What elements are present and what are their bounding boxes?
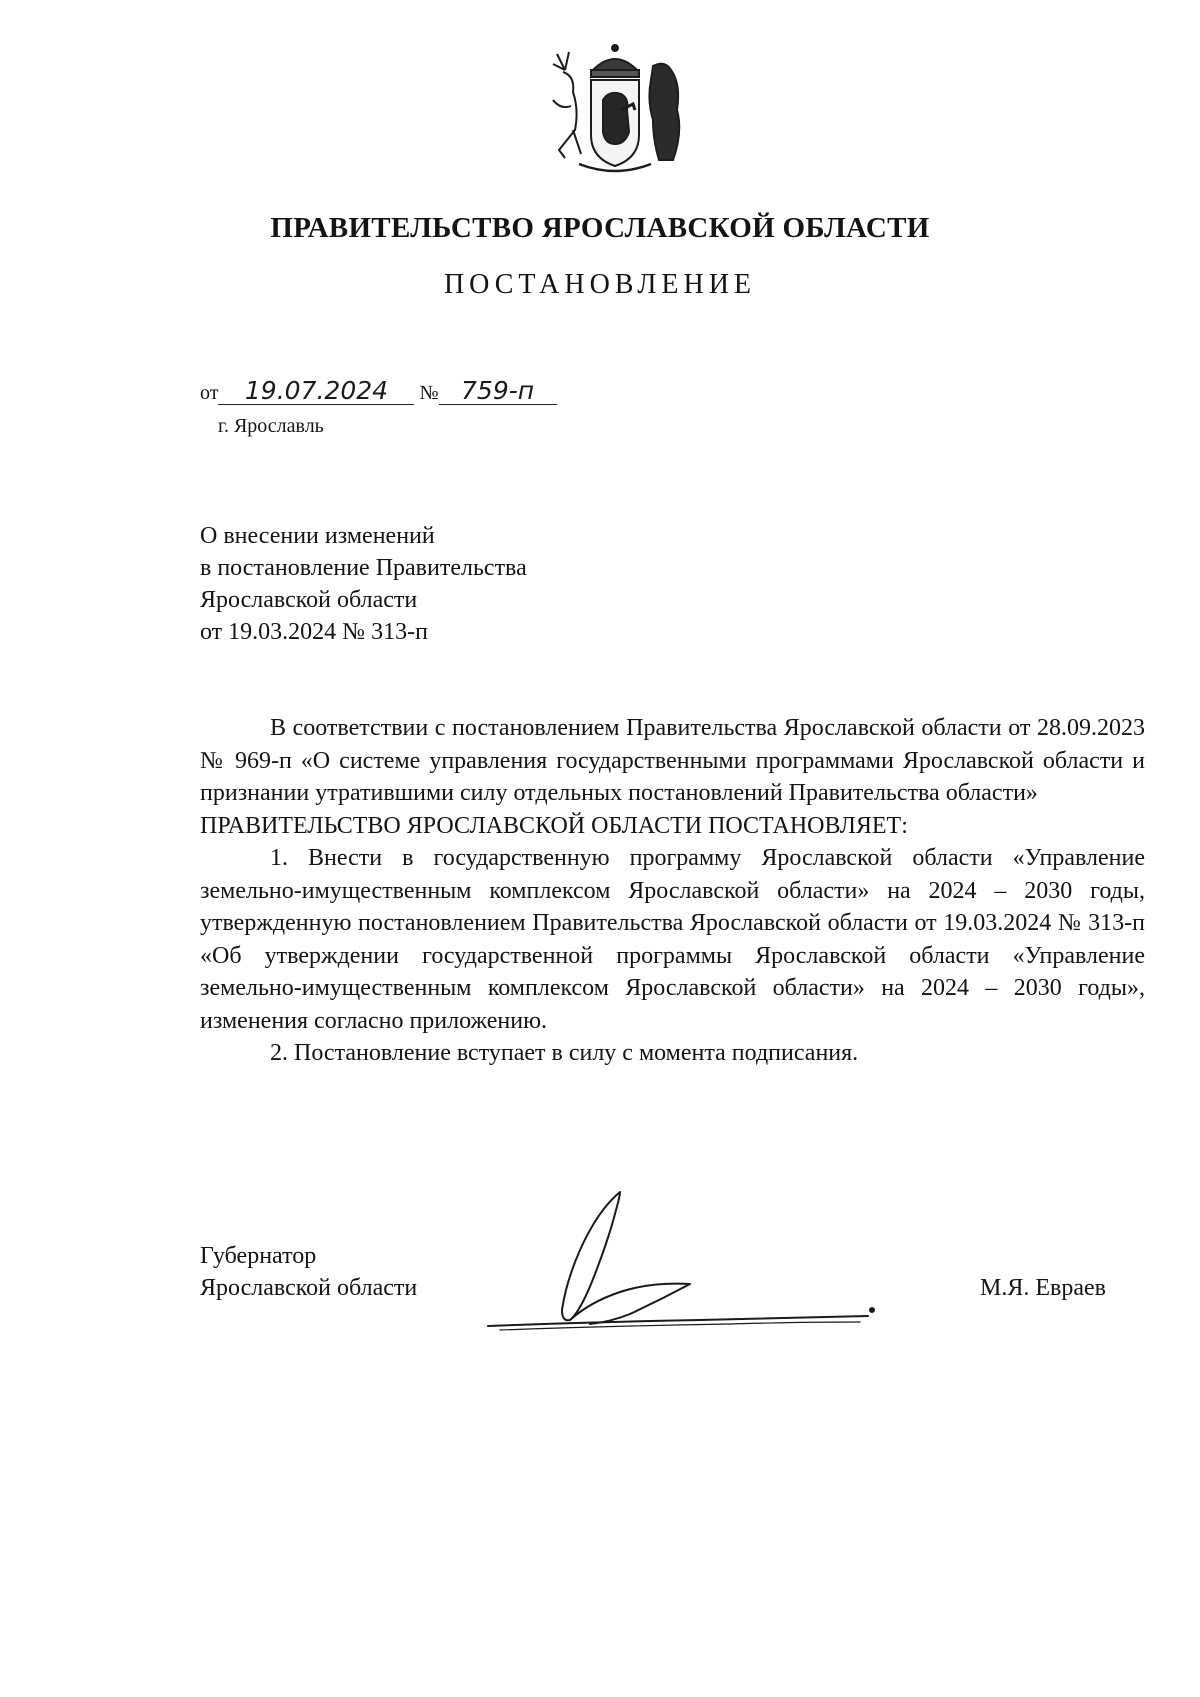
handwritten-number: 759-п xyxy=(439,378,557,405)
issuing-authority: ПРАВИТЕЛЬСТВО ЯРОСЛАВСКОЙ ОБЛАСТИ xyxy=(270,212,930,244)
coat-of-arms-icon xyxy=(535,40,695,180)
signatory-name: М.Я. Евраев xyxy=(980,1275,1106,1301)
date-prefix: от xyxy=(200,382,219,404)
subject-line: от 19.03.2024 № 313-п xyxy=(200,619,428,645)
city: г. Ярославль xyxy=(218,415,324,437)
position-line: Губернатор xyxy=(200,1243,317,1269)
document-body xyxy=(200,712,1145,1070)
registration-line xyxy=(200,378,557,405)
position-line: Ярославской области xyxy=(200,1275,418,1301)
handwritten-date: 19.07.2024 xyxy=(218,378,414,405)
resolution-heading: ПРАВИТЕЛЬСТВО ЯРОСЛАВСКОЙ ОБЛАСТИ ПОСТАНОВЛЯЕТ: xyxy=(200,812,908,839)
subject-line: Ярославской области xyxy=(200,587,418,613)
resolution-item: 2. Постановление вступает в силу с момента подписания. xyxy=(270,1040,859,1066)
subject-line: О внесении изменений xyxy=(200,523,435,549)
handwritten-signature xyxy=(470,1170,890,1345)
resolution-item: 1. Внести в государственную программу Ярославской области «Управление земельно-имущественным комплексом Ярославской области» на 2024 – 2030 годы, утвержденную постановлением Правительства Ярославской области от 19.03.2024 № 313-п «Об утверждении государственной программы Ярославской области «Управление земельно-имущественным комплексом Ярославской области» на 2024 – 2030 годы», изменения согласно приложению. xyxy=(200,845,1145,1034)
subject-line: в постановление Правительства xyxy=(200,555,527,581)
document-subject xyxy=(200,520,527,648)
number-prefix: № xyxy=(419,382,439,404)
preamble-paragraph: В соответствии с постановлением Правительства Ярославской области от 28.09.2023 № 969-п «О системе управления государственными программами Ярославской области и признании утратившими силу отдельных постановлений Правительства области» xyxy=(200,715,1145,806)
signatory-position xyxy=(200,1240,417,1304)
document-type: ПОСТАНОВЛЕНИЕ xyxy=(443,269,757,300)
